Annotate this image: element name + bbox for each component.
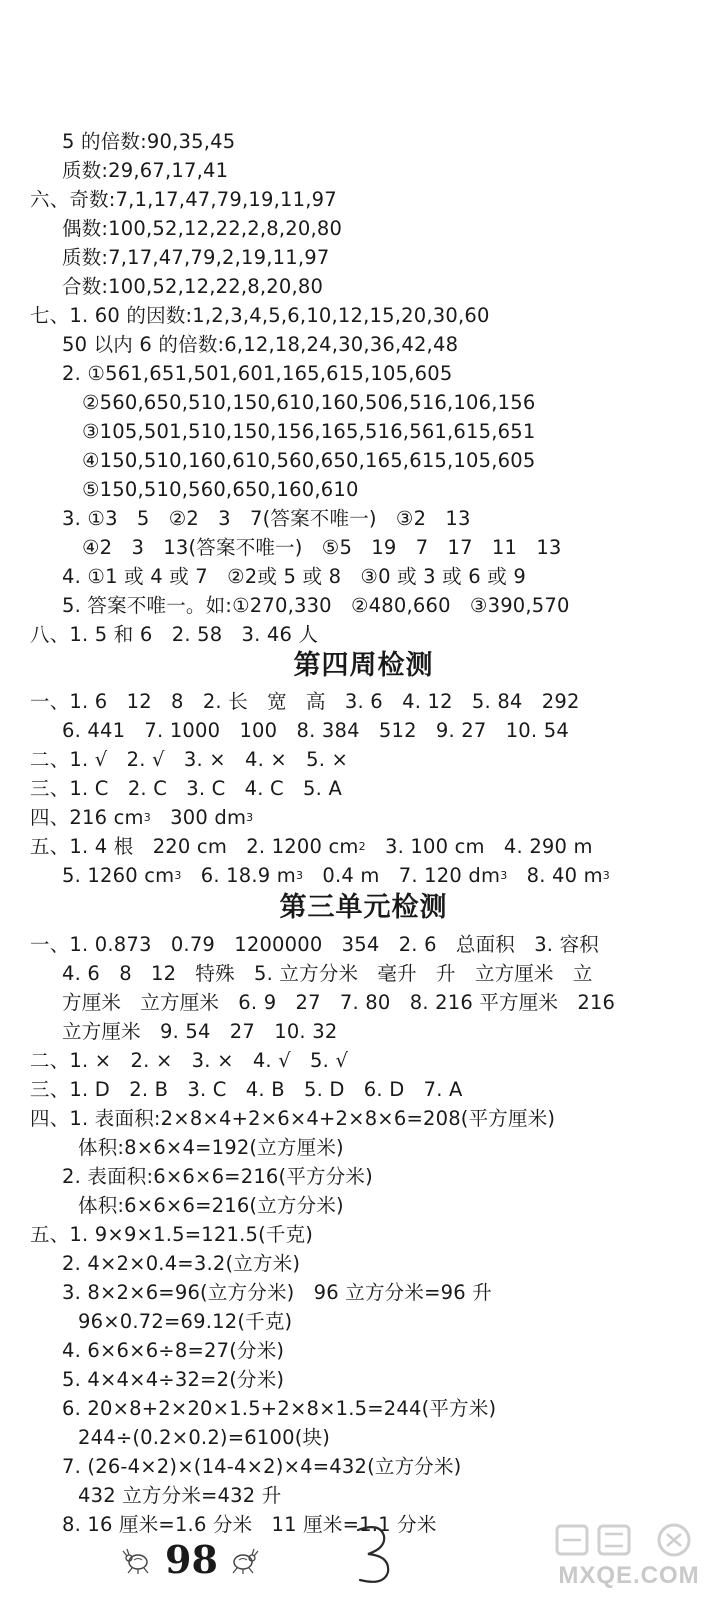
answer-line: ④150,510,160,610,560,650,165,615,105,605 xyxy=(82,449,536,472)
answer-line: 5 的倍数:90,35,45 xyxy=(62,130,236,153)
section-heading: 第四周检测 xyxy=(293,650,434,681)
answer-line: 8. 16 厘米=1.6 分米 11 厘米=1.1 分米 xyxy=(62,1513,437,1536)
answer-line: 3. ①3 5 ②2 3 7(答案不唯一) ③2 13 xyxy=(62,507,471,530)
answer-line: 4. 6×6×6÷8=27(分米) xyxy=(62,1339,285,1362)
answer-line: 432 立方分米=432 升 xyxy=(78,1484,282,1507)
beetle-ornament-icon xyxy=(227,1545,261,1575)
answer-line: ②560,650,510,150,610,160,506,516,106,156 xyxy=(82,391,536,414)
beetle-ornament-icon xyxy=(120,1545,154,1575)
answer-line: 方厘米 立方厘米 6. 9 27 7. 80 8. 216 平方厘米 216 xyxy=(62,991,616,1014)
page-number: 98 xyxy=(165,1537,218,1582)
answer-line: ④2 3 13(答案不唯一) ⑤5 19 7 17 11 13 xyxy=(82,536,562,559)
answer-line: 质数:29,67,17,41 xyxy=(62,159,229,182)
answer-line: 2. 表面积:6×6×6=216(平方分米) xyxy=(62,1165,373,1188)
answer-line: 5. 1260 $cm^3$ 6. 18.9 $m^3$ 0.4 m 7. 120 $dm^3$ 8. 40 $m^3$ xyxy=(62,864,610,887)
answer-line: 合数:100,52,12,22,8,20,80 xyxy=(62,275,324,298)
answer-line: 3. 8×2×6=96(立方分米) 96 立方分米=96 升 xyxy=(62,1281,492,1304)
watermark-logo-icon xyxy=(549,1520,709,1560)
answer-line: 一、1. 6 12 8 2. 长 宽 高 3. 6 4. 12 5. 84 292 xyxy=(30,690,580,713)
answer-line: 体积:6×6×6=216(立方分米) xyxy=(78,1194,344,1217)
answer-line: 50 以内 6 的倍数:6,12,18,24,30,36,42,48 xyxy=(62,333,459,356)
answer-line: 三、1. C 2. C 3. C 4. C 5. A xyxy=(30,777,343,800)
answer-line: 五、1. 9×9×1.5=121.5(千克) xyxy=(30,1223,314,1246)
answer-line: 三、1. D 2. B 3. C 4. B 5. D 6. D 7. A xyxy=(30,1078,463,1101)
answer-line: 四、216 $cm^3$ 300 $dm^3$ xyxy=(30,806,254,829)
answer-line: 二、1. × 2. × 3. × 4. √ 5. √ xyxy=(30,1049,349,1072)
answer-line: 四、1. 表面积:2×8×4+2×6×4+2×8×6=208(平方厘米) xyxy=(30,1107,556,1130)
answer-line: 五、1. 4 根 220 cm 2. 1200 $cm^2$ 3. 100 cm 4. 290 m xyxy=(30,835,593,858)
answer-line: 6. 441 7. 1000 100 8. 384 512 9. 27 10. 54 xyxy=(62,719,569,742)
watermark-text: MXQE.COM xyxy=(558,1562,700,1589)
answer-line: 偶数:100,52,12,22,2,8,20,80 xyxy=(62,217,343,240)
answer-line: 一、1. 0.873 0.79 1200000 354 2. 6 总面积 3. 容积 xyxy=(30,933,599,956)
answer-line: 质数:7,17,47,79,2,19,11,97 xyxy=(62,246,330,269)
answer-line: 6. 20×8+2×20×1.5+2×8×1.5=244(平方米) xyxy=(62,1397,497,1420)
answer-line: 二、1. √ 2. √ 3. × 4. × 5. × xyxy=(30,748,349,771)
answer-line: 2. ①561,651,501,601,165,615,105,605 xyxy=(62,362,453,385)
answer-line: 七、1. 60 的因数:1,2,3,4,5,6,10,12,15,20,30,60 xyxy=(30,304,490,327)
answer-line: 立方厘米 9. 54 27 10. 32 xyxy=(62,1020,338,1043)
answer-line: 5. 4×4×4÷32=2(分米) xyxy=(62,1368,285,1391)
answer-line: 4. 6 8 12 特殊 5. 立方分米 毫升 升 立方厘米 立 xyxy=(62,962,593,985)
handwritten-mark-icon xyxy=(350,1520,400,1590)
answer-line: ③105,501,510,150,156,165,516,561,615,651 xyxy=(82,420,536,443)
answer-line: 7. (26-4×2)×(14-4×2)×4=432(立方分米) xyxy=(62,1455,462,1478)
answer-line: 六、奇数:7,1,17,47,79,19,11,97 xyxy=(30,188,337,211)
answer-line: 244÷(0.2×0.2)=6100(块) xyxy=(78,1426,331,1449)
answer-line: 2. 4×2×0.4=3.2(立方米) xyxy=(62,1252,301,1275)
answer-line: 5. 答案不唯一。如:①270,330 ②480,660 ③390,570 xyxy=(62,594,570,617)
answer-line: 体积:8×6×4=192(立方厘米) xyxy=(78,1136,344,1159)
section-heading: 第三单元检测 xyxy=(279,892,448,923)
watermark xyxy=(539,1520,719,1590)
answer-line: ⑤150,510,560,650,160,610 xyxy=(82,478,359,501)
answer-line: 96×0.72=69.12(千克) xyxy=(78,1310,293,1333)
answer-line: 4. ①1 或 4 或 7 ②2或 5 或 8 ③0 或 3 或 6 或 9 xyxy=(62,565,526,588)
answer-line: 八、1. 5 和 6 2. 58 3. 46 人 xyxy=(30,623,319,646)
